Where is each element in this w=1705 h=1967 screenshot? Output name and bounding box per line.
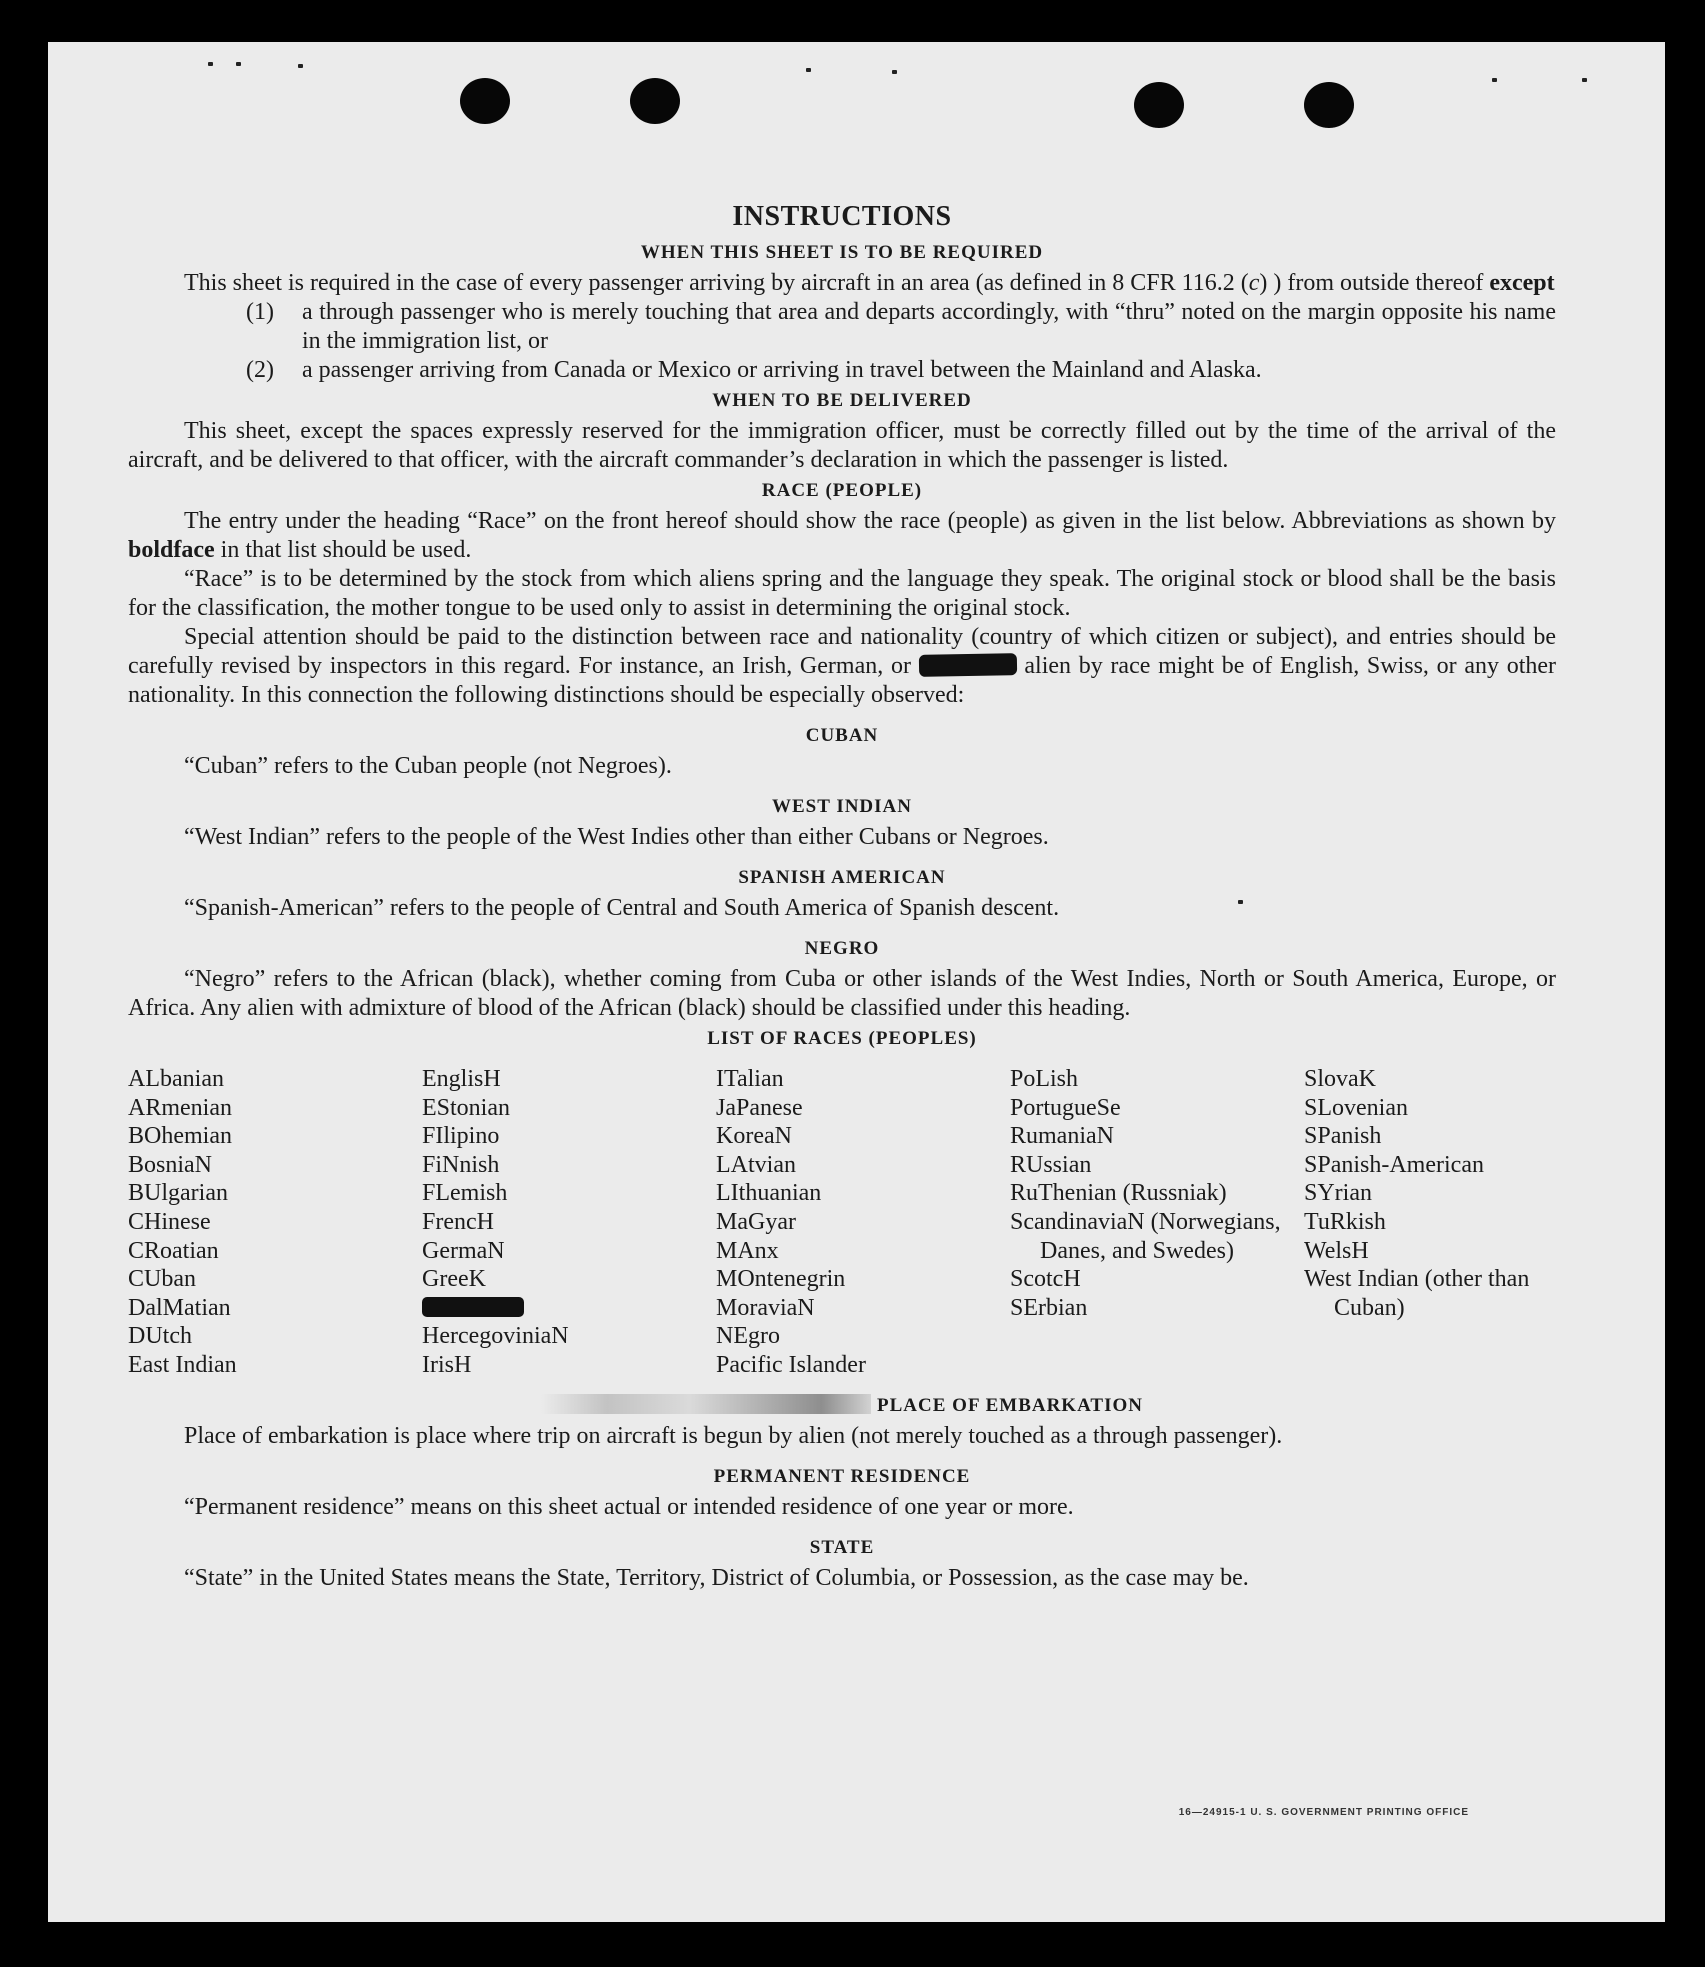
race-entry: PortugueSe bbox=[1010, 1094, 1121, 1121]
residence-text: “Permanent residence” means on this sheet actual or intended residence of one year or more. bbox=[184, 1493, 1074, 1520]
heading-residence: PERMANENT RESIDENCE bbox=[713, 1465, 971, 1487]
race-entry: SLovenian bbox=[1304, 1094, 1408, 1121]
race-entry: PoLish bbox=[1010, 1066, 1079, 1092]
race-entry: EStonian bbox=[422, 1094, 510, 1121]
heading-west-indian: WEST INDIAN bbox=[772, 796, 912, 817]
race-entry: SPanish-American bbox=[1304, 1151, 1484, 1178]
speck bbox=[892, 70, 897, 74]
cuban-text: “Cuban” refers to the Cuban people (not Negroes). bbox=[184, 753, 672, 779]
races-column-3 bbox=[716, 1065, 1010, 1380]
heading-state: STATE bbox=[809, 1536, 875, 1558]
races-column-4 bbox=[1010, 1065, 1304, 1380]
race-entry: BUlgarian bbox=[128, 1180, 228, 1207]
redaction-mark bbox=[918, 653, 1016, 677]
race-entry: MoraviaN bbox=[716, 1294, 815, 1321]
smudge-mark bbox=[541, 1394, 871, 1414]
required-intro: This sheet is required in the case of every passenger arriving by aircraft in an area (as defined in 8 CFR 116.2 (c) ) from outside thereof except bbox=[184, 270, 1555, 296]
redaction-mark bbox=[422, 1297, 524, 1317]
heading-required: WHEN THIS SHEET IS TO BE REQUIRED bbox=[640, 242, 1044, 263]
race-entry: ARmenian bbox=[128, 1094, 232, 1121]
race-entry: FIlipino bbox=[422, 1123, 500, 1150]
required-item-1: (1) a through passenger who is merely touching that area and departs accordingly, with “thru” noted on the margin opposite his name in the immigration list, or bbox=[246, 299, 1556, 354]
race-entry: East Indian bbox=[128, 1351, 237, 1378]
race-entry: CHinese bbox=[128, 1208, 211, 1235]
punch-hole bbox=[460, 78, 510, 124]
race-entry: CRoatian bbox=[128, 1237, 219, 1264]
race-entry: RuThenian (Russniak) bbox=[1010, 1180, 1227, 1207]
race-entry: MAnx bbox=[716, 1237, 779, 1264]
heading-cuban: CUBAN bbox=[805, 725, 879, 746]
race-entry: West Indian (other than Cuban) bbox=[1304, 1266, 1530, 1321]
races-column-1 bbox=[128, 1065, 422, 1380]
negro-text: “Negro” refers to the African (black), whether coming from Cuba or other islands of the West Indies, North or South America, Europe, or Africa. Any alien with admixture of blood of the African (black) should be classified under this heading. bbox=[128, 966, 1556, 1021]
race-entry: GreeK bbox=[422, 1266, 486, 1293]
heading-race: RACE (PEOPLE) bbox=[761, 480, 923, 501]
punch-hole bbox=[630, 78, 680, 124]
race-entry: FLemish bbox=[422, 1180, 508, 1207]
speck bbox=[208, 62, 213, 66]
page-title: INSTRUCTIONS bbox=[732, 201, 952, 232]
heading-list-of-races: LIST OF RACES (PEOPLES) bbox=[707, 1028, 977, 1049]
speck bbox=[298, 64, 303, 68]
race-entry: EnglisH bbox=[422, 1066, 501, 1092]
race-paragraph-3: Special attention should be paid to the distinction between race and nationality (country of which citizen or subject), and entries should be carefully revised by inspectors in this regard. For instance, an Irish, German, or alien by race might be of English, Swiss, or any other nationality. In this connection the following distinctions should be especially observed: bbox=[128, 624, 1557, 708]
embarkation-text: Place of embarkation is place where trip on aircraft is begun by alien (not merely touched as a through passenger). bbox=[184, 1422, 1283, 1449]
race-entry: MOntenegrin bbox=[716, 1266, 846, 1293]
race-entry: JaPanese bbox=[716, 1094, 803, 1121]
heading-negro: NEGRO bbox=[804, 938, 880, 959]
heading-delivered: WHEN TO BE DELIVERED bbox=[712, 390, 972, 411]
race-entry-redacted bbox=[422, 1294, 716, 1323]
races-column-5 bbox=[1304, 1065, 1598, 1380]
race-entry: GermaN bbox=[422, 1237, 505, 1264]
race-entry: RumaniaN bbox=[1010, 1123, 1114, 1150]
state-text: “State” in the United States means the State, Territory, District of Columbia, or Possession, as the case may be. bbox=[184, 1564, 1249, 1591]
speck bbox=[806, 68, 811, 72]
race-entry: Pacific Islander bbox=[716, 1351, 866, 1378]
speck bbox=[236, 62, 241, 66]
race-paragraph-2: “Race” is to be determined by the stock from which aliens spring and the language they speak. The original stock or blood shall be the basis for the classification, the mother tongue to be used only to assist in determining the original stock. bbox=[128, 566, 1556, 621]
heading-embarkation: PLACE OF EMBARKATION bbox=[128, 1390, 1556, 1422]
races-column-2 bbox=[422, 1065, 716, 1380]
printer-imprint: 16—24915-1 U. S. GOVERNMENT PRINTING OFFICE bbox=[1178, 1807, 1469, 1818]
race-entry: SYrian bbox=[1304, 1180, 1372, 1207]
speck bbox=[1492, 78, 1497, 82]
race-entry: SPanish bbox=[1304, 1123, 1382, 1150]
race-entry: MaGyar bbox=[716, 1208, 796, 1235]
race-entry: BOhemian bbox=[128, 1123, 232, 1150]
race-entry: KoreaN bbox=[716, 1123, 792, 1150]
race-entry: ScotcH bbox=[1010, 1266, 1081, 1293]
race-paragraph-1: The entry under the heading “Race” on the front hereof should show the race (people) as given in the list below. Abbreviations as shown by boldface in that list should be used. bbox=[128, 508, 1556, 563]
heading-spanish-american: SPANISH AMERICAN bbox=[738, 867, 946, 888]
race-entry: SlovaK bbox=[1304, 1066, 1376, 1092]
race-entry: WelsH bbox=[1304, 1237, 1369, 1264]
race-entry: LAtvian bbox=[716, 1151, 796, 1178]
race-entry: DUtch bbox=[128, 1323, 192, 1350]
race-entry: RUssian bbox=[1010, 1151, 1092, 1178]
race-entry: SErbian bbox=[1010, 1294, 1088, 1321]
required-item-2: (2) a passenger arriving from Canada or Mexico or arriving in travel between the Mainland and Alaska. bbox=[246, 357, 1262, 383]
race-entry: NEgro bbox=[716, 1323, 780, 1350]
race-entry: ScandinaviaN (Norwegians, Danes, and Swedes) bbox=[1010, 1208, 1281, 1264]
document-page bbox=[48, 42, 1665, 1922]
race-entry: FrencH bbox=[422, 1208, 494, 1235]
speck bbox=[1582, 78, 1587, 82]
race-entry: ITalian bbox=[716, 1066, 784, 1092]
race-entry: CUban bbox=[128, 1266, 196, 1293]
delivered-text: This sheet, except the spaces expressly reserved for the immigration officer, must be correctly filled out by the time of the arrival of the aircraft, and be delivered to that officer, with the aircraft commander’s declaration in which the passenger is listed. bbox=[128, 418, 1556, 473]
race-entry: DalMatian bbox=[128, 1294, 231, 1321]
race-entry: IrisH bbox=[422, 1351, 472, 1378]
race-entry: BosniaN bbox=[128, 1151, 212, 1178]
races-list bbox=[128, 1065, 1556, 1380]
spanish-american-text: “Spanish-American” refers to the people of Central and South America of Spanish descent. bbox=[184, 895, 1060, 921]
race-entry: LIthuanian bbox=[716, 1180, 822, 1207]
instructions-text bbox=[128, 162, 1556, 1593]
race-entry: HercegoviniaN bbox=[422, 1323, 569, 1350]
punch-hole bbox=[1134, 82, 1184, 128]
race-entry: TuRkish bbox=[1304, 1208, 1386, 1235]
west-indian-text: “West Indian” refers to the people of the West Indies other than either Cubans or Negroes. bbox=[184, 824, 1049, 850]
race-entry: FiNnish bbox=[422, 1151, 500, 1178]
punch-hole bbox=[1304, 82, 1354, 128]
race-entry: ALbanian bbox=[128, 1066, 224, 1092]
